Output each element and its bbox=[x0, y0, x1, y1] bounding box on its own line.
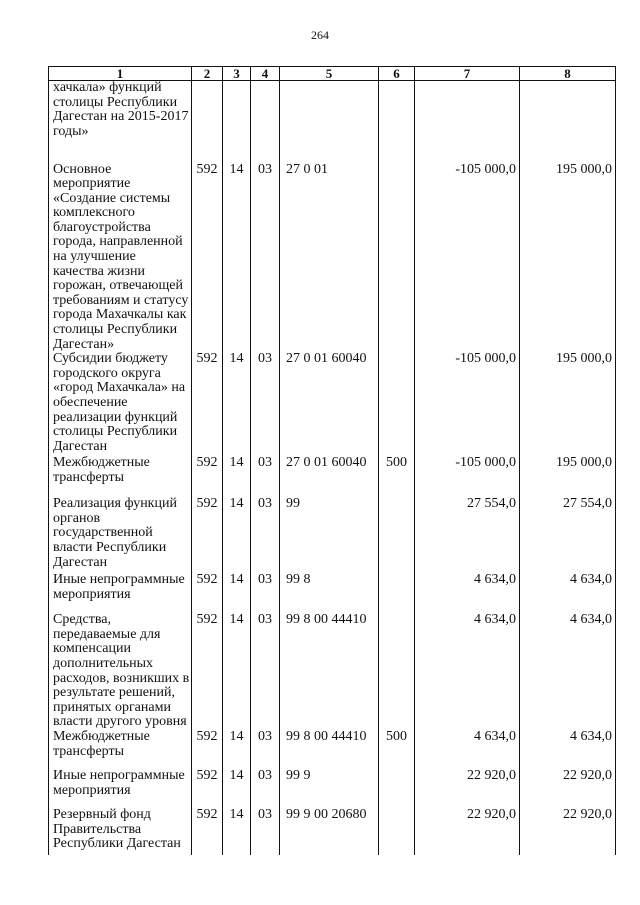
header-row bbox=[49, 67, 616, 81]
cell-col4 bbox=[251, 81, 280, 163]
cell-col7 bbox=[415, 81, 520, 163]
cell-col2: 592 bbox=[192, 769, 223, 808]
cell-col6 bbox=[379, 613, 415, 730]
cell-col2: 592 bbox=[192, 497, 223, 573]
cell-col4: 03 bbox=[251, 769, 280, 808]
column-header: 4 bbox=[251, 67, 280, 81]
column-header: 3 bbox=[223, 67, 251, 81]
cell-col3: 14 bbox=[223, 497, 251, 573]
cell-col2: 592 bbox=[192, 352, 223, 456]
cell-col6: 500 bbox=[379, 730, 415, 769]
cell-col2: 592 bbox=[192, 456, 223, 497]
row-description: Средства, передаваемые для компенсации дополнительных расходов, возникших в результате решений, принятых органами власти другого уровня bbox=[49, 613, 192, 730]
row-description: Резервный фонд Правительства Республики Дагестан bbox=[49, 808, 192, 855]
row-description: Субсидии бюджету городского округа «город Махачкала» на обеспечение реализации функций столицы Республики Дагестан bbox=[49, 352, 192, 456]
page-number: 264 bbox=[311, 28, 329, 42]
cell-col2: 592 bbox=[192, 573, 223, 613]
cell-col6 bbox=[379, 352, 415, 456]
cell-col5: 99 9 bbox=[280, 769, 379, 808]
cell-col3: 14 bbox=[223, 730, 251, 769]
cell-col7: 22 920,0 bbox=[415, 769, 520, 808]
cell-col2: 592 bbox=[192, 163, 223, 353]
cell-col7: -105 000,0 bbox=[415, 352, 520, 456]
cell-col4: 03 bbox=[251, 497, 280, 573]
cell-col6: 500 bbox=[379, 456, 415, 497]
column-header: 2 bbox=[192, 67, 223, 81]
cell-col8 bbox=[520, 81, 616, 163]
cell-col3: 14 bbox=[223, 573, 251, 613]
budget-table bbox=[48, 66, 616, 855]
cell-col7: -105 000,0 bbox=[415, 456, 520, 497]
cell-col3: 14 bbox=[223, 769, 251, 808]
row-description: Основное мероприятие «Создание системы комплексного благоустройства города, направленной на улучшение качества жизни горожан, отвечающей требованиям и статусу города Махачкалы как столицы Республики Дагестан» bbox=[49, 163, 192, 353]
cell-col7: 22 920,0 bbox=[415, 808, 520, 855]
cell-col4: 03 bbox=[251, 573, 280, 613]
table-row bbox=[49, 352, 616, 456]
cell-col3: 14 bbox=[223, 613, 251, 730]
row-description: Межбюджетные трансферты bbox=[49, 730, 192, 769]
cell-col5: 27 0 01 60040 bbox=[280, 352, 379, 456]
column-header: 1 bbox=[49, 67, 192, 81]
row-description: Иные непрограммные мероприятия bbox=[49, 573, 192, 613]
cell-col2: 592 bbox=[192, 730, 223, 769]
cell-col7: 4 634,0 bbox=[415, 613, 520, 730]
cell-col5: 99 bbox=[280, 497, 379, 573]
row-description: Иные непрограммные мероприятия bbox=[49, 769, 192, 808]
cell-col5: 99 8 bbox=[280, 573, 379, 613]
cell-col4: 03 bbox=[251, 352, 280, 456]
cell-col8: 4 634,0 bbox=[520, 730, 616, 769]
table-row bbox=[49, 456, 616, 497]
cell-col4: 03 bbox=[251, 163, 280, 353]
cell-col5: 99 8 00 44410 bbox=[280, 613, 379, 730]
table-row bbox=[49, 769, 616, 808]
cell-col4: 03 bbox=[251, 808, 280, 855]
cell-col7: 4 634,0 bbox=[415, 573, 520, 613]
cell-col6 bbox=[379, 163, 415, 353]
cell-col5: 27 0 01 bbox=[280, 163, 379, 353]
cell-col6 bbox=[379, 769, 415, 808]
table-row bbox=[49, 163, 616, 353]
cell-col8: 22 920,0 bbox=[520, 808, 616, 855]
cell-col7: 4 634,0 bbox=[415, 730, 520, 769]
column-header: 5 bbox=[280, 67, 379, 81]
cell-col8: 195 000,0 bbox=[520, 352, 616, 456]
table-row bbox=[49, 613, 616, 730]
column-header: 6 bbox=[379, 67, 415, 81]
cell-col6 bbox=[379, 808, 415, 855]
table-row bbox=[49, 573, 616, 613]
cell-col8: 4 634,0 bbox=[520, 573, 616, 613]
cell-col5: 99 8 00 44410 bbox=[280, 730, 379, 769]
cell-col8: 195 000,0 bbox=[520, 163, 616, 353]
cell-col5: 99 9 00 20680 bbox=[280, 808, 379, 855]
table-row bbox=[49, 81, 616, 163]
cell-col7: -105 000,0 bbox=[415, 163, 520, 353]
row-description: Реализация функций органов государственной власти Республики Дагестан bbox=[49, 497, 192, 573]
table-row bbox=[49, 497, 616, 573]
cell-col8: 4 634,0 bbox=[520, 613, 616, 730]
cell-col4: 03 bbox=[251, 613, 280, 730]
cell-col3: 14 bbox=[223, 352, 251, 456]
table-row bbox=[49, 730, 616, 769]
cell-col7: 27 554,0 bbox=[415, 497, 520, 573]
cell-col2 bbox=[192, 81, 223, 163]
column-header: 8 bbox=[520, 67, 616, 81]
cell-col4: 03 bbox=[251, 730, 280, 769]
cell-col5 bbox=[280, 81, 379, 163]
cell-col8: 22 920,0 bbox=[520, 769, 616, 808]
cell-col3: 14 bbox=[223, 808, 251, 855]
cell-col6 bbox=[379, 81, 415, 163]
row-description: Межбюджетные трансферты bbox=[49, 456, 192, 497]
cell-col8: 195 000,0 bbox=[520, 456, 616, 497]
table-row bbox=[49, 808, 616, 855]
cell-col6 bbox=[379, 573, 415, 613]
cell-col6 bbox=[379, 497, 415, 573]
cell-col3: 14 bbox=[223, 456, 251, 497]
row-description: хачкала» функций столицы Республики Дагестан на 2015-2017 годы» bbox=[49, 81, 192, 163]
cell-col2: 592 bbox=[192, 808, 223, 855]
column-header: 7 bbox=[415, 67, 520, 81]
cell-col8: 27 554,0 bbox=[520, 497, 616, 573]
cell-col5: 27 0 01 60040 bbox=[280, 456, 379, 497]
cell-col3: 14 bbox=[223, 163, 251, 353]
cell-col2: 592 bbox=[192, 613, 223, 730]
cell-col3 bbox=[223, 81, 251, 163]
cell-col4: 03 bbox=[251, 456, 280, 497]
